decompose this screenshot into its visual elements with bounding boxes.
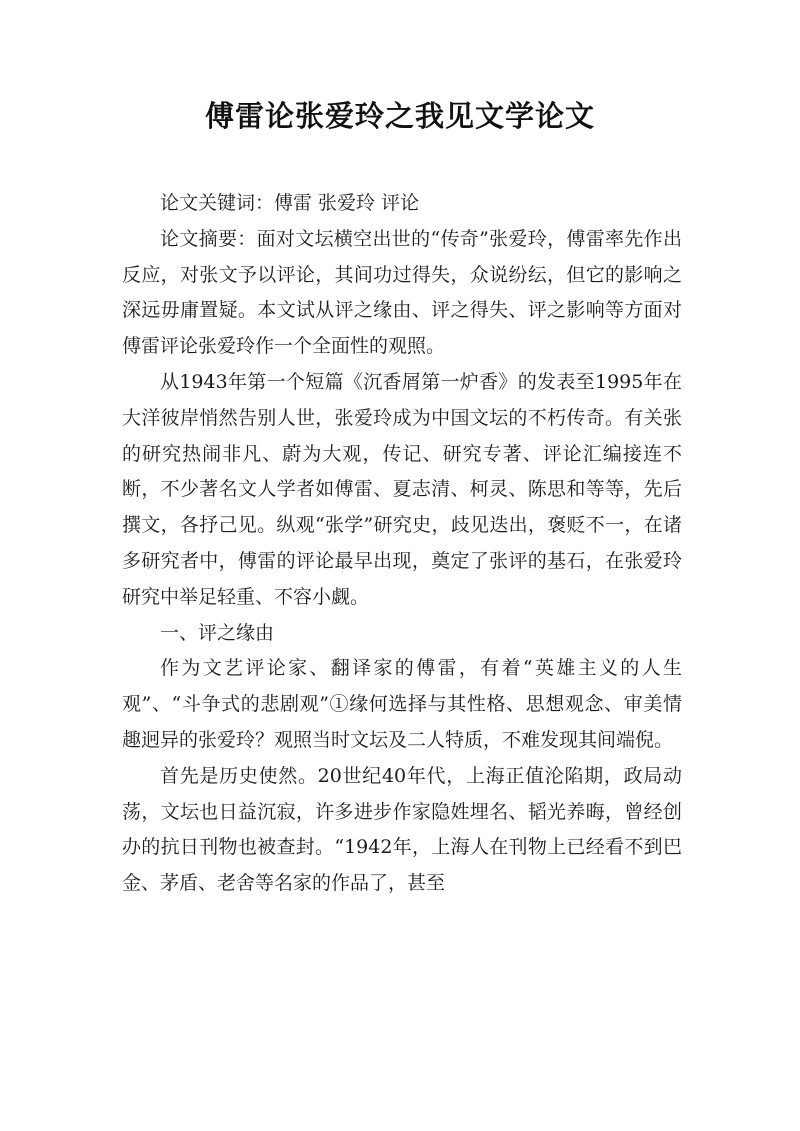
document-body [122, 186, 682, 902]
abstract-paragraph: 论文摘要：面对文坛横空出世的“传奇”张爱玲，傅雷率先作出反应，对张文予以评论，其间功过得失，众说纷纭，但它的影响之深远毋庸置疑。本文试从评之缘由、评之得失、评之影响等方面对傅雷评论张爱玲作一个全面性的观照。 [122, 227, 682, 358]
intro-paragraph: 从1943年第一个短篇《沉香屑第一炉香》的发表至1995年在大洋彼岸悄然告别人世，张爱玲成为中国文坛的不朽传奇。有关张的研究热闹非凡、蔚为大观，传记、研究专著、评论汇编接连不断，不少著名文人学者如傅雷、夏志清、柯灵、陈思和等等，先后撰文，各抒己见。纵观“张学”研究史，歧见迭出，褒贬不一，在诸多研究者中，傅雷的评论最早出现，奠定了张评的基石，在张爱玲研究中举足轻重、不容小觑。 [122, 370, 682, 608]
body-paragraph: 作为文艺评论家、翻译家的傅雷，有着“英雄主义的人生观”、“斗争式的悲剧观”①缘何选择与其性格、思想观念、审美情趣迥异的张爱玲？观照当时文坛及二人特质，不难发现其间端倪。 [122, 657, 682, 751]
section-heading: 一、评之缘由 [160, 621, 275, 644]
document-title: 傅雷论张爱玲之我见文学论文 [204, 99, 595, 133]
keywords-paragraph: 论文关键词：傅雷 张爱玲 评论 [160, 192, 420, 214]
body-paragraph: 首先是历史使然。20世纪40年代，上海正值沦陷期，政局动荡，文坛也日益沉寂，许多进步作家隐姓埋名、韬光养晦，曾经创办的抗日刊物也被查封。“1942年，上海人在刊物上已经看不到巴金、茅盾、老舍等名家的作品了，甚至 [122, 764, 682, 895]
